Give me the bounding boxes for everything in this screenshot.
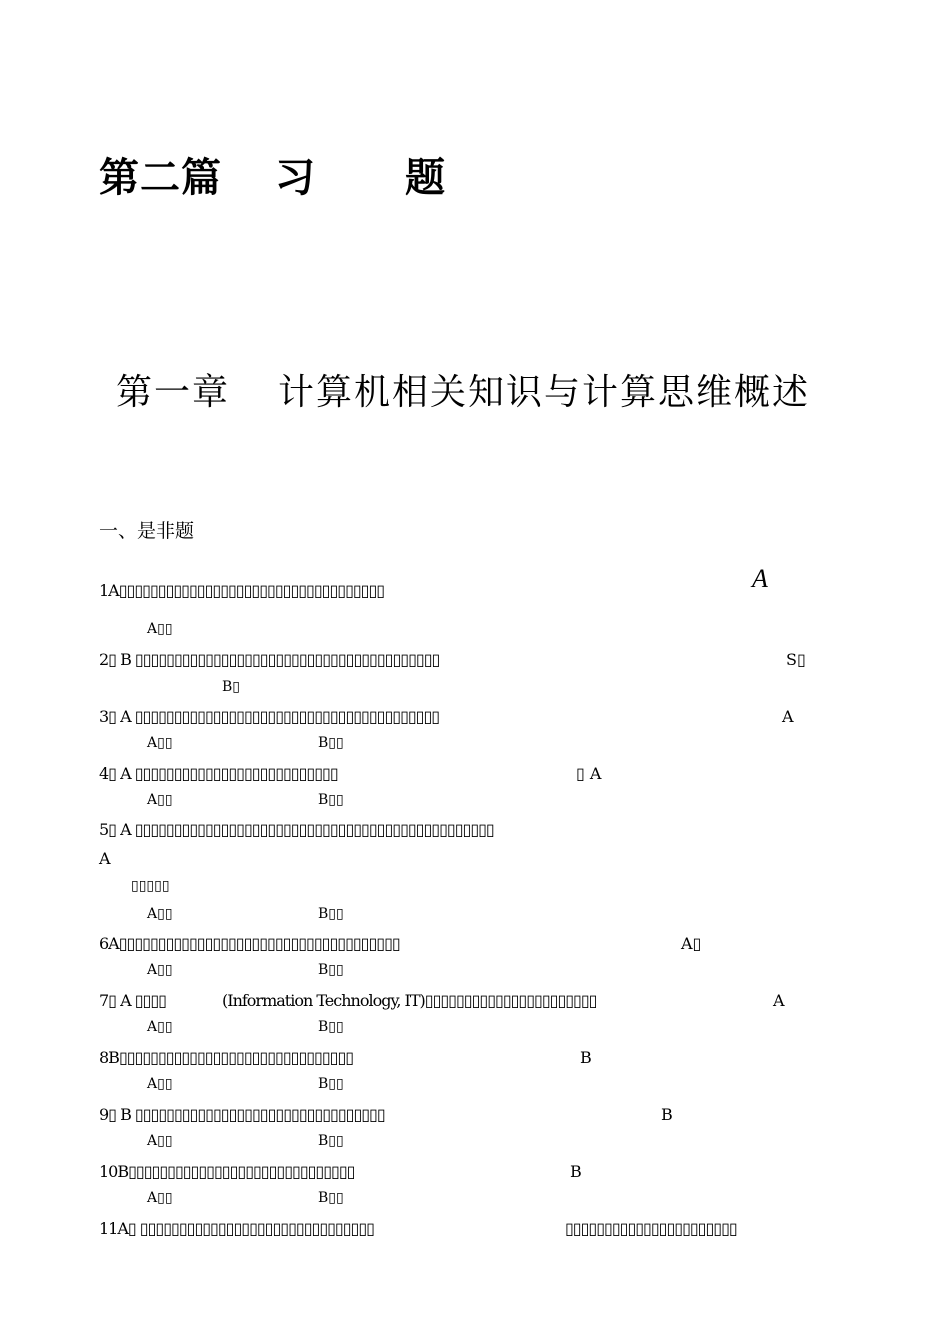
- question-9-stem: 9▯ B ▯▯▯▯▯▯▯▯▯▯▯▯▯▯▯▯▯▯▯▯▯▯▯▯▯▯▯▯▯▯▯▯: [99, 1105, 385, 1124]
- question-1-answer: A: [752, 564, 768, 593]
- question-3-answer: A: [782, 707, 794, 726]
- question-5-option-b: B▯▯: [318, 906, 344, 922]
- question-7-option-b: B▯▯: [318, 1019, 344, 1035]
- question-9-option-a: A▯▯: [147, 1133, 173, 1149]
- section-title: 一、是非题: [99, 520, 195, 542]
- question-7-stem-prefix: 7▯ A ▯▯▯▯: [99, 991, 166, 1010]
- question-8-option-b: B▯▯: [318, 1076, 344, 1092]
- question-7-answer: A: [773, 991, 785, 1010]
- question-1-stem: 1A▯▯▯▯▯▯▯▯▯▯▯▯▯▯▯▯▯▯▯▯▯▯▯▯▯▯▯▯▯▯▯▯▯▯: [99, 581, 385, 600]
- question-6-answer: A▯: [681, 934, 702, 953]
- question-9-option-b: B▯▯: [318, 1133, 344, 1149]
- question-1-option-a: A▯▯: [147, 621, 173, 637]
- part-title-left: 第二篇: [99, 155, 222, 201]
- question-5-stem: 5▯ A ▯▯▯▯▯▯▯▯▯▯▯▯▯▯▯▯▯▯▯▯▯▯▯▯▯▯▯▯▯▯▯▯▯▯▯▯▯▯▯▯▯▯▯▯▯▯: [99, 820, 494, 839]
- question-11-stem: 11A▯ ▯▯▯▯▯▯▯▯▯▯▯▯▯▯▯▯▯▯▯▯▯▯▯▯▯▯▯▯▯▯: [99, 1219, 374, 1238]
- question-6-option-a: A▯▯: [147, 962, 173, 978]
- question-10-stem: 10B▯▯▯▯▯▯▯▯▯▯▯▯▯▯▯▯▯▯▯▯▯▯▯▯▯▯▯▯▯: [99, 1162, 355, 1181]
- question-3-stem: 3▯ A ▯▯▯▯▯▯▯▯▯▯▯▯▯▯▯▯▯▯▯▯▯▯▯▯▯▯▯▯▯▯▯▯▯▯▯▯▯▯▯: [99, 707, 440, 726]
- question-4-option-a: A▯▯: [147, 792, 173, 808]
- question-7-option-a: A▯▯: [147, 1019, 173, 1035]
- question-3-option-a: A▯▯: [147, 735, 173, 751]
- question-6-option-b: B▯▯: [318, 962, 344, 978]
- question-2-option-b: B▯: [222, 679, 240, 695]
- question-5-answer: A: [99, 849, 111, 868]
- question-8-option-a: A▯▯: [147, 1076, 173, 1092]
- chapter-title: 计算机相关知识与计算思维概述: [278, 372, 811, 413]
- part-title-mid: 习: [275, 155, 316, 201]
- question-5-continuation: ▯▯▯▯▯: [131, 878, 170, 894]
- question-10-option-a: A▯▯: [147, 1190, 173, 1206]
- question-2-stem: 2▯ B ▯▯▯▯▯▯▯▯▯▯▯▯▯▯▯▯▯▯▯▯▯▯▯▯▯▯▯▯▯▯▯▯▯▯▯▯▯▯▯: [99, 650, 440, 669]
- question-10-option-b: B▯▯: [318, 1190, 344, 1206]
- question-8-stem: 8B▯▯▯▯▯▯▯▯▯▯▯▯▯▯▯▯▯▯▯▯▯▯▯▯▯▯▯▯▯▯: [99, 1048, 354, 1067]
- question-7-stem-it: (Information Technology, IT)▯▯▯▯▯▯▯▯▯▯▯▯▯▯▯▯▯▯▯▯▯▯: [222, 991, 597, 1010]
- chapter-label: 第一章: [116, 372, 231, 413]
- question-11-tail: ▯▯▯▯▯▯▯▯▯▯▯▯▯▯▯▯▯▯▯▯▯▯: [565, 1219, 737, 1238]
- question-3-option-b: B▯▯: [318, 735, 344, 751]
- question-10-answer: B: [570, 1162, 582, 1181]
- question-4-option-b: B▯▯: [318, 792, 344, 808]
- question-5-option-a: A▯▯: [147, 906, 173, 922]
- question-2-answer: S▯: [786, 650, 806, 669]
- question-4-answer: ▯ A: [576, 764, 602, 783]
- part-title-right: 题: [405, 155, 446, 201]
- question-8-answer: B: [580, 1048, 592, 1067]
- question-9-answer: B: [661, 1105, 673, 1124]
- question-4-stem: 4▯ A ▯▯▯▯▯▯▯▯▯▯▯▯▯▯▯▯▯▯▯▯▯▯▯▯▯▯: [99, 764, 338, 783]
- question-6-stem: 6A▯▯▯▯▯▯▯▯▯▯▯▯▯▯▯▯▯▯▯▯▯▯▯▯▯▯▯▯▯▯▯▯▯▯▯▯: [99, 934, 400, 953]
